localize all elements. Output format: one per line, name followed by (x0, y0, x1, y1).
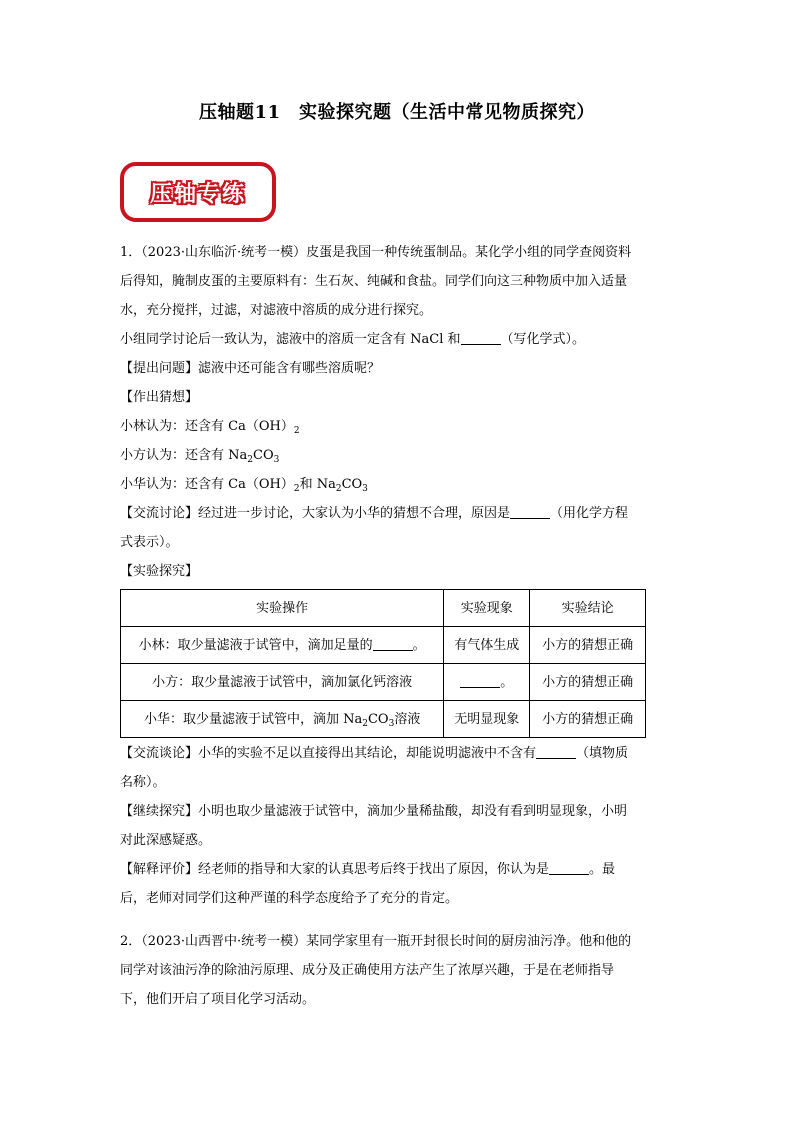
continue: 【继续探究】小明也取少量滤液于试管中，滴加少量稀盐酸，却没有看到明显现象，小明 (120, 804, 628, 819)
q1-line-4: 小组同学讨论后一致认为，滤液中的溶质一定含有 NaCl 和 （写化学式）。 (120, 325, 646, 354)
answer-blank[interactable] (460, 672, 500, 688)
evaluation: 【解释评价】经老师的指导和大家的认真思考后终于找出了原因，你认为是 。最 (120, 855, 646, 884)
cell-phenomenon: 无明显现象 (444, 701, 530, 738)
q2-line-3: 下，他们开启了项目化学习活动。 (120, 992, 316, 1007)
q1-line-3: 水，充分搅拌，过滤，对滤液中溶质的成分进行探究。 (120, 303, 433, 318)
table-row (121, 664, 646, 701)
cell-operation: 小华：取少量滤液于试管中，滴加 $Na_2CO_3$溶液 (121, 701, 444, 738)
guess-lin: 小林认为：还含有 $Ca(OH)_2$ (120, 419, 300, 436)
cell-operation: 小林：取少量滤液于试管中，滴加足量的 。 (121, 627, 444, 664)
guess-hua: 小华认为：还含有 $Ca(OH)_2$和 $Na_2CO_3$ (120, 477, 368, 494)
guess-fang: 小方认为：还含有 $Na_2CO_3$ (120, 448, 280, 465)
section-badge (120, 162, 276, 222)
answer-blank[interactable] (373, 635, 413, 651)
answer-blank[interactable] (510, 503, 550, 519)
header-operation: 实验操作 (121, 590, 444, 627)
cell-operation: 小方：取少量滤液于试管中，滴加氯化钙溶液 (121, 664, 444, 701)
cell-phenomenon: 。 (444, 664, 530, 701)
table-header-row (121, 590, 646, 627)
talk-cont: 名称）。 (120, 775, 166, 790)
table-row (121, 701, 646, 738)
table-row (121, 627, 646, 664)
talk: 【交流谈论】小华的实验不足以直接得出其结论，却能说明滤液中不含有 （填物质 (120, 739, 646, 768)
experiment-heading: 【实验探究】 (120, 564, 199, 579)
q1-line-2: 后得知，腌制皮蛋的主要原料有：生石灰、纯碱和食盐。同学们向这三种物质中加入适量 (120, 274, 628, 289)
experiment-table (120, 589, 646, 738)
header-conclusion: 实验结论 (530, 590, 646, 627)
badge-label: 压轴专练 (149, 181, 246, 207)
guess-heading: 【作出猜想】 (120, 390, 199, 405)
question-prompt: 【提出问题】滤液中还可能含有哪些溶质呢？ (120, 361, 381, 376)
q2-line-2: 同学对该油污净的除油污原理、成分及正确使用方法产生了浓厚兴趣，于是在老师指导 (120, 963, 615, 978)
cell-conclusion: 小方的猜想正确 (530, 627, 646, 664)
page-title: 压轴题11 实验探究题（生活中常见物质探究） (198, 102, 596, 123)
cell-conclusion: 小方的猜想正确 (530, 701, 646, 738)
discussion-cont: 式表示）。 (120, 535, 179, 550)
answer-blank[interactable] (549, 859, 589, 875)
answer-blank[interactable] (536, 743, 576, 759)
q2-line-1: 2．（2023·山西晋中·统考一模）某同学家里有一瓶开封很长时间的厨房油污净。他和他的 (120, 934, 632, 949)
discussion: 【交流讨论】经过进一步讨论，大家认为小华的猜想不合理，原因是 （用化学方程 (120, 499, 646, 528)
answer-blank[interactable] (461, 329, 501, 345)
question-content (120, 238, 646, 1014)
evaluation-cont: 后，老师对同学们这种严谨的科学态度给予了充分的肯定。 (120, 891, 459, 906)
continue-cont: 对此深感疑惑。 (120, 833, 212, 848)
cell-phenomenon: 有气体生成 (444, 627, 530, 664)
header-phenomenon: 实验现象 (444, 590, 530, 627)
q1-line-1: 1．（2023·山东临沂·统考一模）皮蛋是我国一种传统蛋制品。某化学小组的同学查阅资料 (120, 245, 632, 260)
cell-conclusion: 小方的猜想正确 (530, 664, 646, 701)
